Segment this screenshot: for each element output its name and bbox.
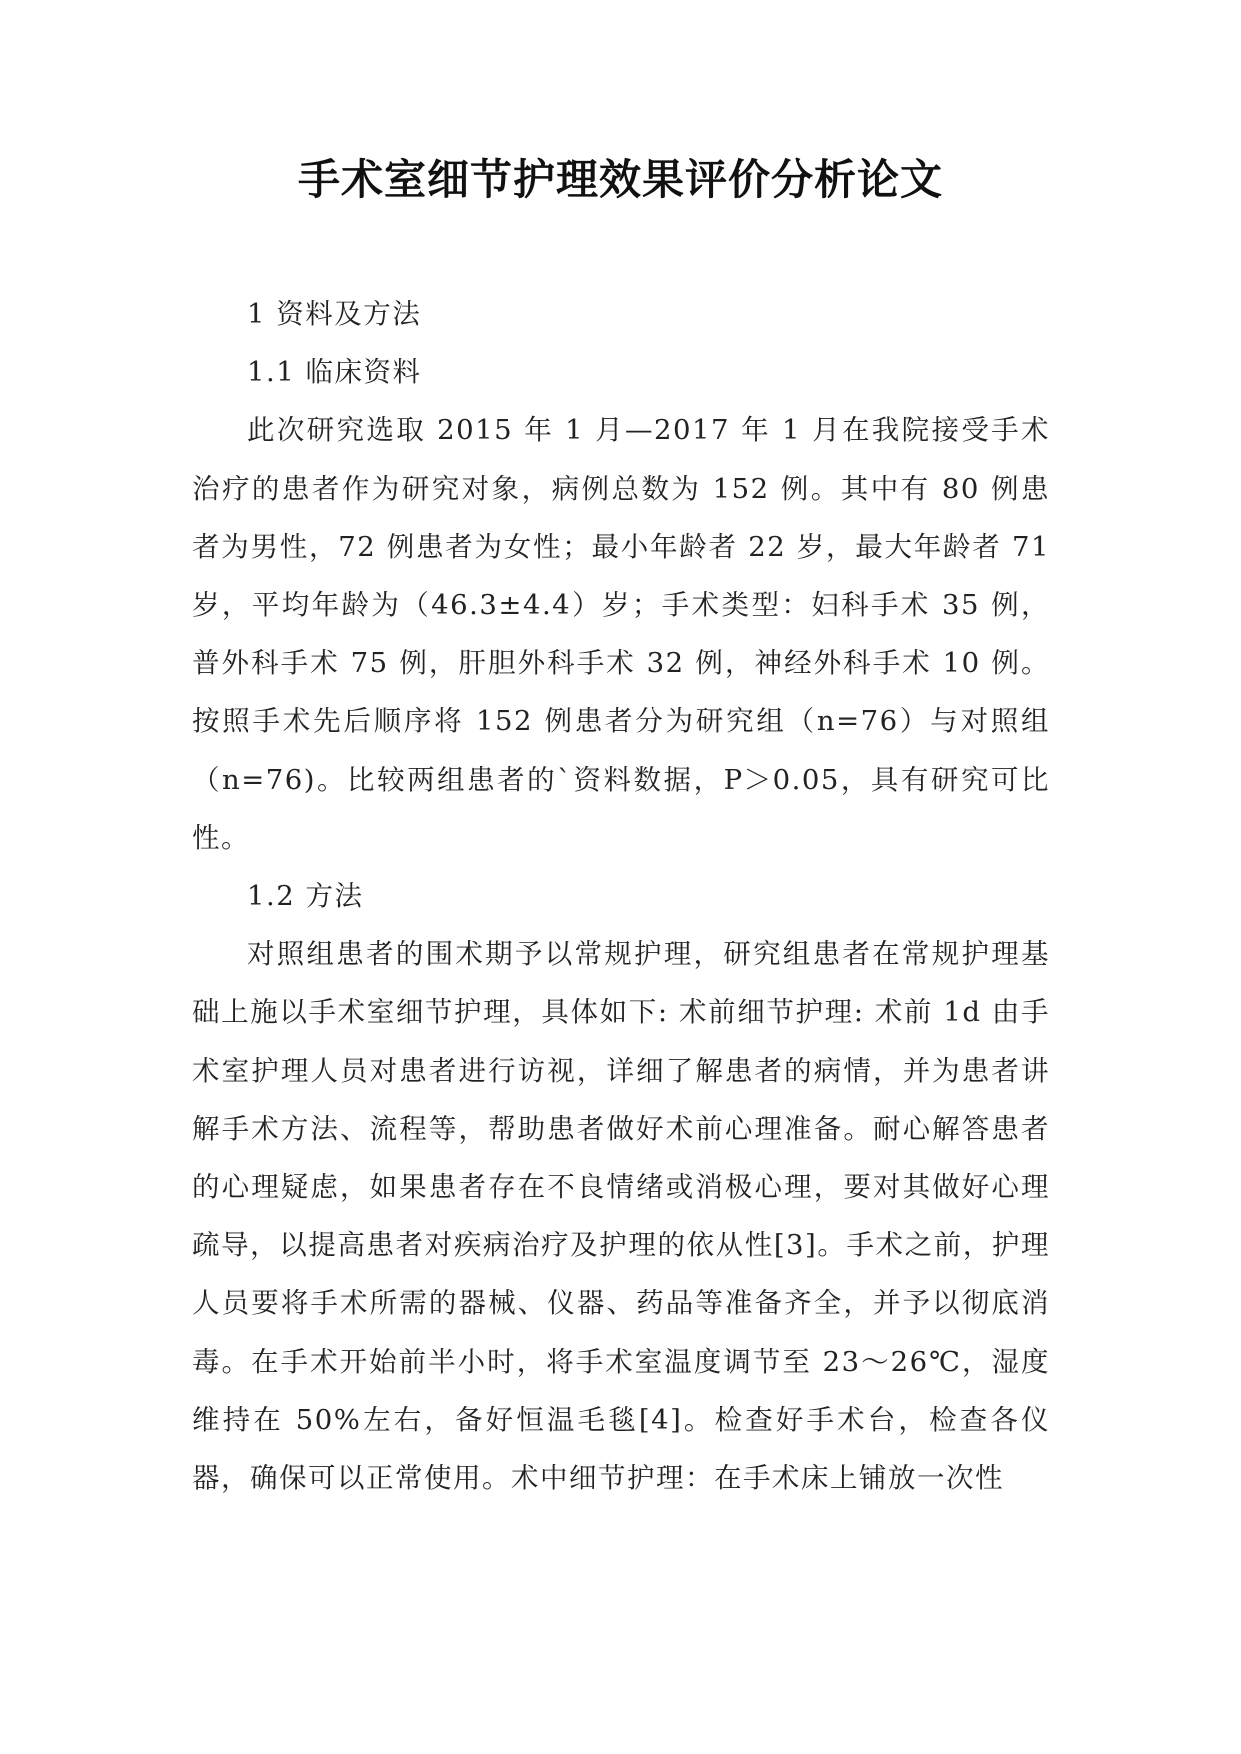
body-paragraph: 此次研究选取 2015 年 1 月—2017 年 1 月在我院接受手术治疗的患者作为研究对象，病例总数为 152 例。其中有 80 例患者为男性，72 例患者为女性；最小年龄者 22 岁，最大年龄者 71 岁，平均年龄为（46.3±4.4）岁；手术类型：妇科手术 35 例，普外科手术 75 例，肝胆外科手术 32 例，神经外科手术 10 例。按照手术先后顺序将 152 例患者分为研究组（n=76）与对照组（n=76)。比较两组患者的`资料数据，P＞0.05，具有研究可比性。: [192, 414, 1050, 854]
body-paragraph: 对照组患者的围术期予以常规护理，研究组患者在常规护理基础上施以手术室细节护理，具体如下: 术前细节护理: 术前 1d 由手术室护理人员对患者进行访视，详细了解患者的病情，并为患者讲解手术方法、流程等，帮助患者做好术前心理准备。耐心解答患者的心理疑虑，如果患者存在不良情绪或消极心理，要对其做好心理疏导，以提高患者对疾病治疗及护理的依从性[3]。手术之前，护理人员要将手术所需的器械、仪器、药品等准备齐全，并予以彻底消毒。在手术开始前半小时，将手术室温度调节至 23～26℃，湿度维持在 50%左右，备好恒温毛毯[4]。检查好手术台，检查各仪器，确保可以正常使用。术中细节护理：在手术床上铺放一次性: [192, 938, 1050, 1495]
document-body: [192, 285, 1050, 1507]
subsection-heading: 1.2 方法: [247, 880, 364, 913]
section-heading: 1 资料及方法: [247, 298, 422, 330]
document-title: 手术室细节护理效果评价分析论文: [297, 155, 943, 204]
subsection-heading: 1.1 临床资料: [247, 356, 422, 389]
